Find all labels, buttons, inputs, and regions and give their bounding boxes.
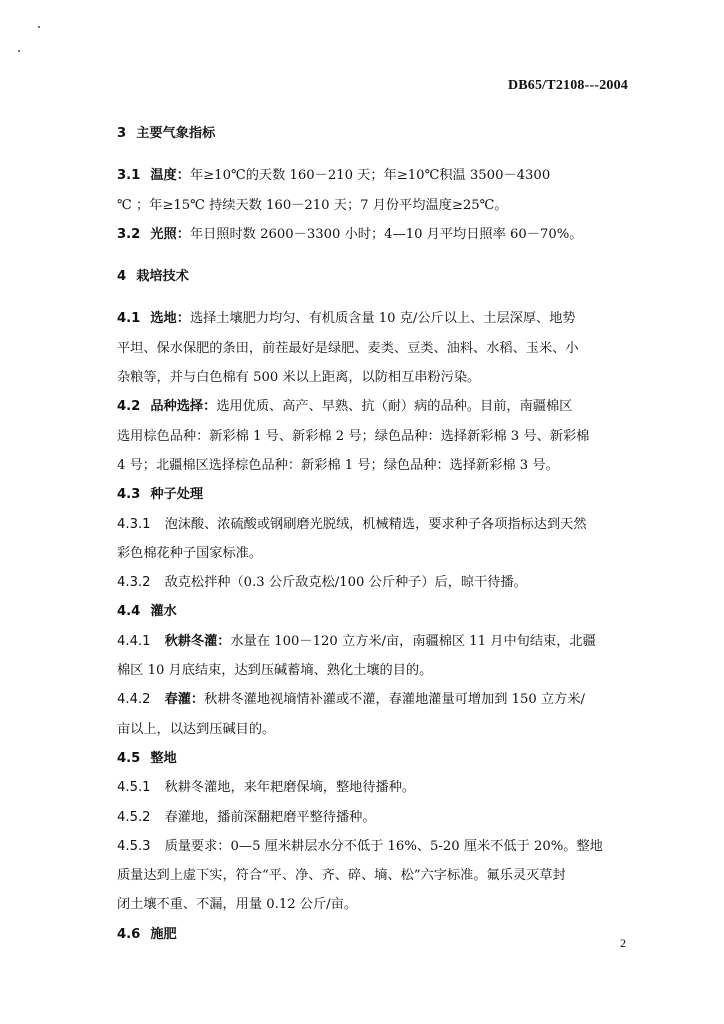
section-heading-3: 3 主要气象指标: [117, 126, 216, 141]
scan-speck: [38, 26, 40, 28]
page-number: 2: [620, 936, 626, 950]
clause-4-1-line-3: 杂粮等，并与白色棉有 500 米以上距离，以防相互串粉污染。: [117, 370, 481, 386]
section-heading-4: 4 栽培技术: [117, 269, 189, 285]
clause-4-1-line-1: 4.1 选地：选择土壤肥力均匀、有机质含量 10 克/公斤以上、土层深厚、地势: [117, 311, 576, 327]
clause-3-1-line-1: 3.1 温度：年≥10℃的天数 160－210 天；年≥10℃积温 3500－4300: [117, 168, 551, 184]
clause-4-3-heading: 4.3 种子处理: [117, 487, 204, 503]
clause-4-4-1-line-1: 4.4.1 秋耕冬灌：水量在 100－120 立方米/亩，南疆棉区 11 月中旬结束，北疆: [117, 633, 596, 649]
scan-speck: [18, 50, 20, 52]
clause-3-1-line-2: ℃ ；年≥15℃ 持续天数 160－210 天；7 月份平均温度≥25℃。: [117, 197, 508, 213]
clause-4-2-line-1: 4.2 品种选择：选用优质、高产、早熟、抗（耐）病的品种。目前，南疆棉区: [117, 399, 573, 415]
document-body: [117, 124, 637, 954]
clause-4-2-line-2: 选用棕色品种：新彩棉 1 号、新彩棉 2 号；绿色品种：选择新彩棉 3 号、新彩棉: [117, 428, 590, 444]
clause-4-4-2-line-1: 4.4.2 春灌：秋耕冬灌地视墒情补灌或不灌，春灌地灌量可增加到 150 立方米/: [117, 692, 585, 708]
clause-3-2: 3.2 光照：年日照时数 2600－3300 小时；4—10 月平均日照率 60－70%。: [117, 226, 583, 242]
clause-4-5-3-line-2: 质量达到上虚下实，符合“平、净、齐、碎、墒、松”六字标准。氟乐灵灭草封: [117, 868, 566, 884]
clause-4-4-1-line-2: 棉区 10 月底结束，达到压碱蓄墒、熟化土壤的目的。: [117, 663, 433, 679]
clause-4-4-2-line-2: 亩以上，以达到压碱目的。: [117, 721, 276, 737]
clause-4-3-1-line-2: 彩色棉花种子国家标准。: [117, 545, 263, 561]
clause-4-5-3-line-3: 闭土壤不重、不漏，用量 0.12 公斤/亩。: [117, 897, 358, 913]
clause-4-2-line-3: 4 号；北疆棉区选择棕色品种：新彩棉 1 号；绿色品种：选择新彩棉 3 号。: [117, 457, 559, 473]
clause-4-5-3-line-1: 4.5.3 质量要求：0—5 厘米耕层水分不低于 16%、5-20 厘米不低于 20%。整地: [117, 838, 603, 854]
clause-4-3-1-line-1: 4.3.1 泡沫酸、浓硫酸或钢刷磨光脱绒，机械精选，要求种子各项指标达到天然: [117, 516, 587, 532]
clause-4-1-line-2: 平坦、保水保肥的条田，前茬最好是绿肥、麦类、豆类、油料、水稻、玉米、小: [117, 340, 579, 356]
clause-4-5-2: 4.5.2 春灌地，播前深翻耙磨平整待播种。: [117, 809, 376, 825]
clause-4-6-heading: 4.6 施肥: [117, 926, 177, 942]
clause-4-5-1: 4.5.1 秋耕冬灌地，来年耙磨保墒，整地待播种。: [117, 780, 416, 796]
clause-4-5-heading: 4.5 整地: [117, 750, 177, 766]
clause-4-3-2: 4.3.2 敌克松拌种（0.3 公斤敌克松/100 公斤种子）后，晾干待播。: [117, 575, 527, 591]
standard-code: DB65/T2108---2004: [507, 78, 628, 93]
clause-4-4-heading: 4.4 灌水: [117, 604, 177, 620]
